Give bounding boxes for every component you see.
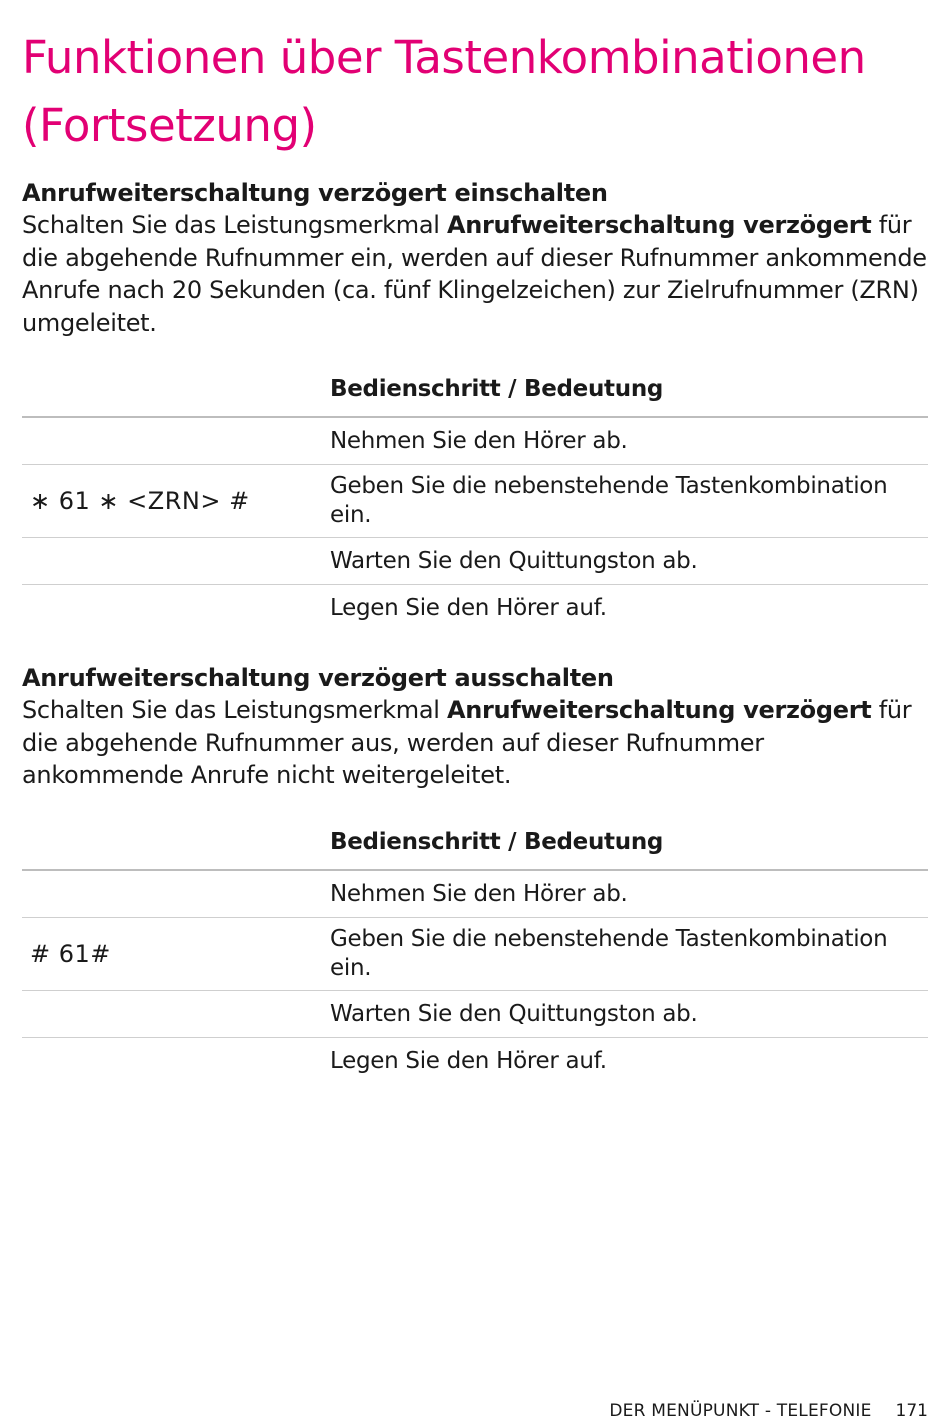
table-row	[22, 991, 928, 1038]
description-text: für die abgehende Rufnummer ein, werden auf dieser Rufnummer ankommende Anrufe nach 20 Sekunden (ca. fünf Klingelzeichen) zur Zielrufnummer (ZRN) umgeleitet.	[22, 211, 927, 337]
header-empty-cell	[22, 366, 330, 417]
table-header: Bedienschritt / Bedeutung	[330, 366, 928, 417]
section-disable-delayed-forwarding	[22, 662, 928, 792]
chapter-title: DER MENÜPUNKT - TELEFONIE	[609, 1401, 872, 1421]
section-heading: Anrufweiterschaltung verzögert ausschalten	[22, 664, 614, 692]
table-row	[22, 417, 928, 465]
empty-cell	[22, 991, 330, 1038]
step-text: Nehmen Sie den Hörer ab.	[330, 417, 928, 465]
table-header-row	[22, 819, 928, 870]
feature-name: Anrufweiterschaltung verzögert	[446, 696, 872, 724]
step-text: Geben Sie die nebenstehende Tastenkombination ein.	[330, 465, 928, 538]
step-text: Warten Sie den Quittungston ab.	[330, 991, 928, 1038]
steps-table-disable	[22, 819, 928, 1084]
table-row	[22, 918, 928, 991]
section-description	[22, 209, 928, 339]
description-text: für die abgehende Rufnummer aus, werden auf dieser Rufnummer ankommende Anrufe nicht weitergeleitet.	[22, 696, 912, 789]
description-text: Schalten Sie das Leistungsmerkmal	[22, 696, 447, 724]
key-combination: ∗ 61 ∗ <ZRN> #	[22, 465, 330, 538]
page-footer	[609, 1398, 928, 1424]
section-enable-delayed-forwarding	[22, 177, 928, 339]
section-description	[22, 694, 928, 792]
empty-cell	[22, 1038, 330, 1085]
table-header: Bedienschritt / Bedeutung	[330, 819, 928, 870]
step-text: Legen Sie den Hörer auf.	[330, 594, 607, 621]
step-text: Warten Sie den Quittungston ab.	[330, 538, 928, 585]
empty-cell	[22, 417, 330, 465]
feature-name: Anrufweiterschaltung verzögert	[446, 211, 872, 239]
empty-cell	[22, 585, 330, 632]
table-row	[22, 465, 928, 538]
table-row	[22, 1038, 928, 1085]
step-text: Legen Sie den Hörer auf.	[330, 1047, 607, 1074]
description-text: Schalten Sie das Leistungsmerkmal	[22, 211, 447, 239]
step-text: Nehmen Sie den Hörer ab.	[330, 870, 928, 918]
empty-cell	[22, 870, 330, 918]
table-row	[22, 585, 928, 632]
empty-cell	[22, 538, 330, 585]
page-number: 171	[895, 1401, 928, 1421]
key-combination: # 61#	[22, 918, 330, 991]
header-empty-cell	[22, 819, 330, 870]
table-row	[22, 538, 928, 585]
section-heading: Anrufweiterschaltung verzögert einschalten	[22, 179, 608, 207]
table-header-row	[22, 366, 928, 417]
table-row	[22, 870, 928, 918]
page-title: Funktionen über Tastenkombinationen (Fortsetzung)	[22, 31, 866, 152]
step-text: Geben Sie die nebenstehende Tastenkombination ein.	[330, 918, 928, 991]
steps-table-enable	[22, 366, 928, 631]
